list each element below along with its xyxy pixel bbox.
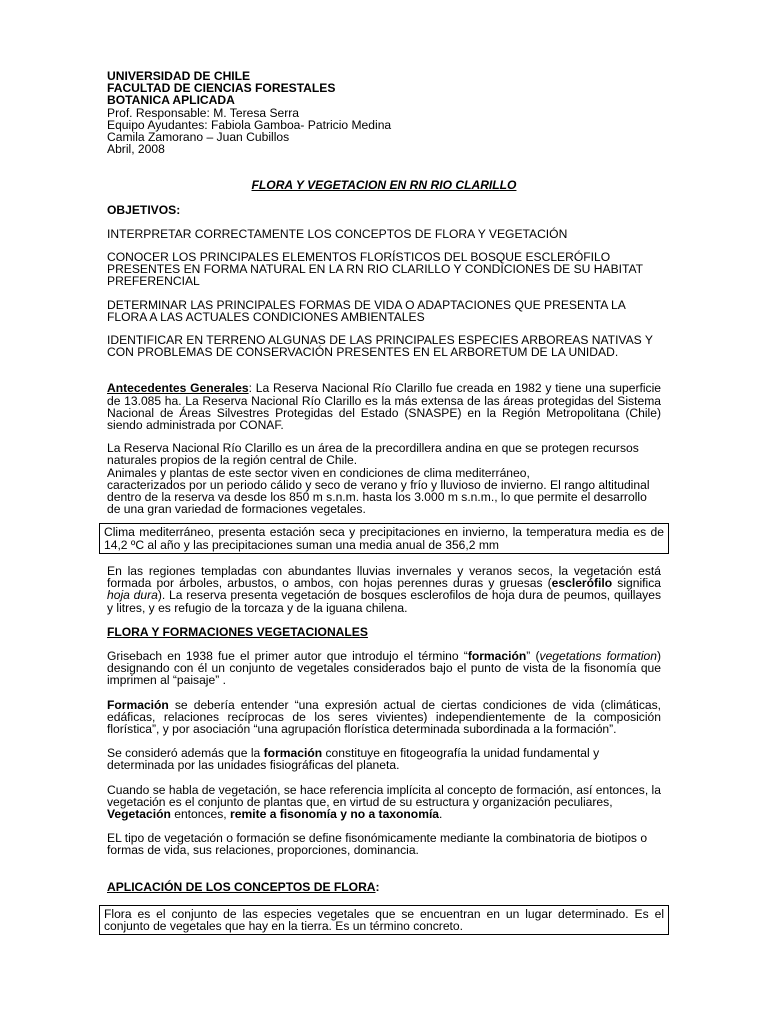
grisebach-paragraph bbox=[107, 650, 661, 687]
assistants-line-2: Camila Zamorano – Juan Cubillos bbox=[107, 130, 290, 145]
fisonomia-phrase: remite a fisonomía y no a taxonomía bbox=[230, 806, 440, 821]
formacion-label: Formación bbox=[107, 697, 169, 712]
regiones-paragraph bbox=[107, 565, 661, 614]
reserva-paragraph-1: La Reserva Nacional Río Clarillo es un área de la precordillera andina en que se protegen recursos naturales propios de la región central de Chile. bbox=[107, 441, 639, 468]
reserva-paragraph-3: caracterizados por un periodo cálido y seco de verano y frío y lluvioso de invierno. El rango altitudinal dentro de la reserva va desde los 850 m s.n.m. hasta los 3.000 m s.n.m., lo que permite el desarrollo de una gran variedad de formaciones vegetales. bbox=[107, 477, 650, 517]
flora-formaciones-heading: FLORA Y FORMACIONES VEGETACIONALES bbox=[107, 624, 368, 639]
formacion-term: formación bbox=[467, 648, 527, 663]
objetivos-heading: OBJETIVOS: bbox=[107, 202, 181, 217]
vegetacion-text-3: . bbox=[439, 806, 443, 821]
formacion-term-2: formación bbox=[263, 746, 323, 761]
formacion-text: se debería entender “una expresión actual de ciertas condiciones de vida (climáticas, edáficas, relaciones recíprocas de los seres vivientes) independientemente de la composición florística”, y por asociación “una agrupación florística determinada subordinada a la formación”. bbox=[107, 697, 661, 736]
antecedentes-paragraph bbox=[107, 382, 661, 431]
date-line: Abril, 2008 bbox=[107, 142, 165, 157]
formacion-paragraph bbox=[107, 699, 661, 736]
aplicacion-heading: APLICACIÓN DE LOS CONCEPTOS DE FLORA bbox=[107, 879, 376, 894]
course-name: BOTANICA APLICADA bbox=[107, 93, 235, 108]
vegetacion-text-2: entonces, bbox=[170, 806, 231, 821]
objetivo-4: IDENTIFICAR EN TERRENO ALGUNAS DE LAS PRINCIPALES ESPECIES ARBOREAS NATIVAS Y CON PROBLEMAS DE CONSERVACIÓN PRESENTES EN EL ARBORETUM DE LA UNIDAD. bbox=[107, 333, 653, 360]
grisebach-text-3: ) designando con él un conjunto de vegetales considerados bajo el punto de vista de la fisonomía que imprimen al “paisaje” . bbox=[107, 648, 661, 688]
header-block bbox=[107, 70, 661, 155]
esclerofilo-term: esclerófilo bbox=[551, 576, 613, 591]
vegetacion-term: Vegetación bbox=[107, 806, 171, 821]
antecedentes-label: Antecedentes Generales bbox=[107, 381, 249, 396]
tipo-vegetacion-paragraph: EL tipo de vegetación o formación se define fisonómicamente mediante la combinatoria de biotipos o formas de vida, sus relaciones, proporciones, dominancia. bbox=[107, 831, 648, 858]
reserva-paragraph-2: Animales y plantas de este sector viven en condiciones de clima mediterráneo, bbox=[107, 465, 530, 480]
objetivo-3: DETERMINAR LAS PRINCIPALES FORMAS DE VIDA O ADAPTACIONES QUE PRESENTA LA FLORA A LAS ACTUALES CONDICIONES AMBIENTALES bbox=[107, 297, 626, 324]
fitogeografia-text-1: Se consideró además que la bbox=[107, 746, 264, 761]
regiones-text-3: ). La reserva presenta vegetación de bosques esclerofilos de hoja dura de peumos, quillayes y litres, y es refugio de la torcaza y de la iguana chilena. bbox=[107, 588, 661, 615]
vegetacion-paragraph bbox=[107, 784, 661, 821]
regiones-text-2: significa bbox=[612, 576, 661, 591]
aplicacion-heading-line bbox=[107, 881, 661, 893]
objetivo-2: CONOCER LOS PRINCIPALES ELEMENTOS FLORÍSTICOS DEL BOSQUE ESCLERÓFILO PRESENTES EN FORMA NATURAL EN LA RN RIO CLARILLO Y CONDICIONES DE SU HABITAT PREFERENCIAL bbox=[107, 250, 643, 289]
regiones-text-1: En las regiones templadas con abundantes lluvias invernales y veranos secos, la vegetación está formada por árboles, arbustos, o ambos, con hojas perennes duras y gruesas ( bbox=[107, 563, 661, 591]
assistants-line: Equipo Ayudantes: Fabiola Gamboa- Patricio Medina bbox=[107, 117, 392, 132]
aplicacion-colon: : bbox=[375, 879, 380, 894]
objetivo-1: INTERPRETAR CORRECTAMENTE LOS CONCEPTOS DE FLORA Y VEGETACIÓN bbox=[107, 226, 568, 241]
clima-box: Clima mediterráneo, presenta estación seca y precipitaciones en invierno, la temperatura media es de 14,2 ºC al año y las precipitaciones suman una media anual de 356,2 mm bbox=[99, 523, 669, 553]
hoja-dura-term: hoja dura bbox=[107, 588, 158, 603]
faculty-name: FACULTAD DE CIENCIAS FORESTALES bbox=[107, 81, 336, 96]
vegetations-formation-term: vegetations formation bbox=[539, 648, 657, 663]
document-title: FLORA Y VEGETACION EN RN RIO CLARILLO bbox=[251, 178, 517, 193]
professor-line: Prof. Responsable: M. Teresa Serra bbox=[107, 105, 300, 120]
fitogeografia-paragraph bbox=[107, 747, 661, 771]
fitogeografia-text-2: constituye en fitogeografía la unidad fundamental y determinada por las unidades fisiográficas del planeta. bbox=[107, 746, 600, 773]
grisebach-text-2: ” ( bbox=[526, 648, 540, 663]
vegetacion-text-1: Cuando se habla de vegetación, se hace referencia implícita al concepto de formación, así entonces, la vegetación es el conjunto de plantas que, en virtud de su estructura y organización peculiares, bbox=[107, 782, 661, 809]
grisebach-text-1: Grisebach en 1938 fue el primer autor que introdujo el término “ bbox=[107, 648, 468, 663]
university-name: UNIVERSIDAD DE CHILE bbox=[107, 69, 251, 83]
flora-definition-box: Flora es el conjunto de las especies vegetales que se encuentran en un lugar determinado. Es el conjunto de vegetales que hay en la tierra. Es un término concreto. bbox=[99, 905, 669, 935]
antecedentes-text: : La Reserva Nacional Río Clarillo fue creada en 1982 y tiene una superficie de 13.085 ha. La Reserva Nacional Río Clarillo es la más extensa de las áreas protegidas del Sistema Nacional de Áreas Silvestres Protegidas del Estado (SNASPE) en la Región Metropolitana (Chile) siendo administrada por CONAF. bbox=[107, 381, 661, 433]
document-page bbox=[104, 69, 664, 935]
